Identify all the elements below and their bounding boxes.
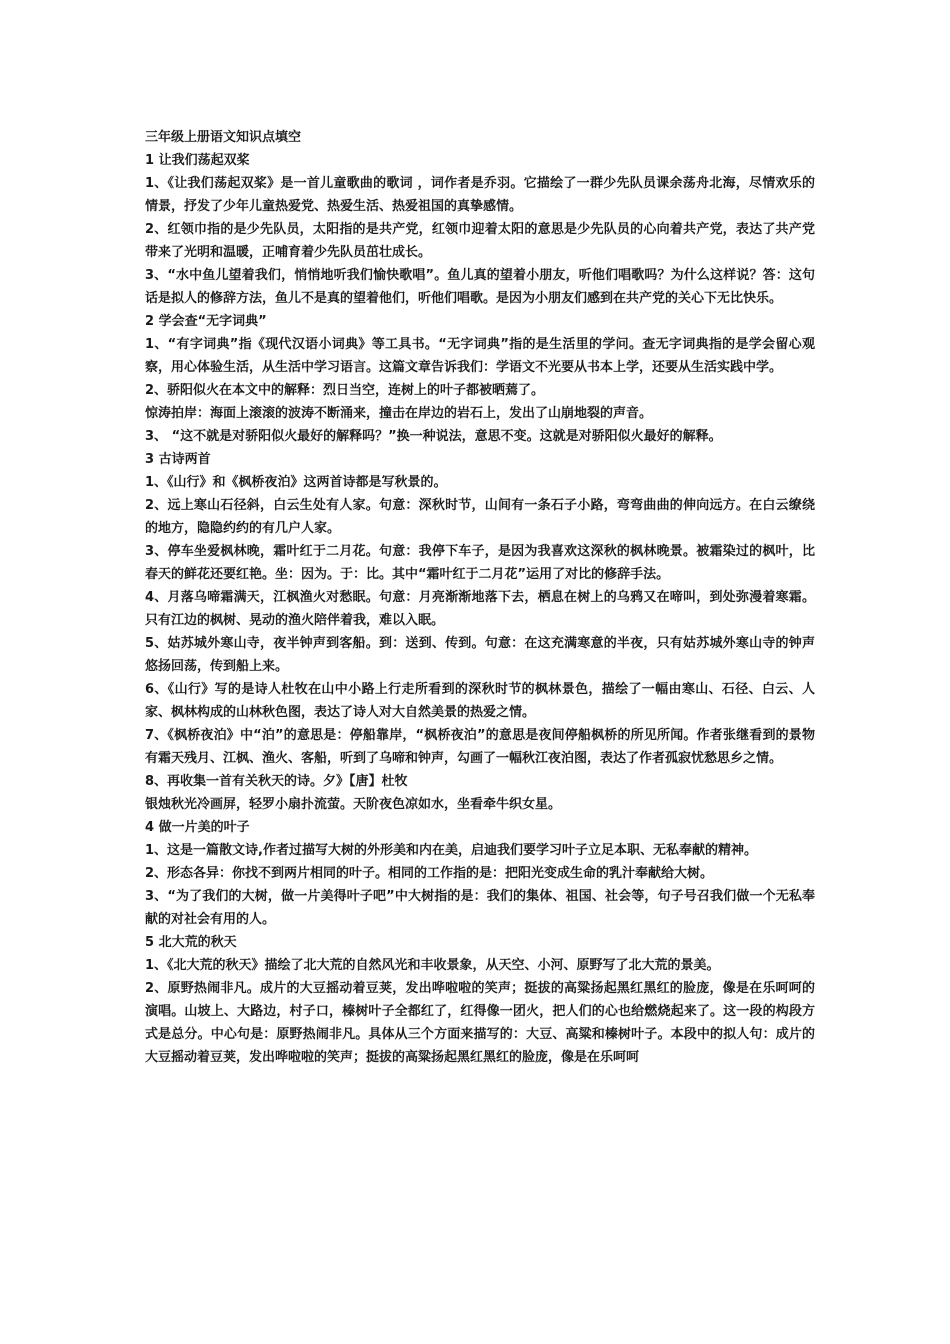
paragraph: 7、《枫桥夜泊》中“泊”的意思是：停船靠岸，“枫桥夜泊”的意思是夜间停船枫桥的所见所闻。作者张继看到的景物有霜天残月、江枫、渔火、客船，听到了乌啼和钟声，勾画了一幅秋江夜泊图，表达了作者孤寂忧愁思乡之情。: [145, 728, 815, 766]
section-heading-5: 5 北大荒的秋天: [145, 935, 237, 950]
paragraph: 2、原野热闹非凡。成片的大豆摇动着豆荚，发出哗啦啦的笑声；挺拔的高粱扬起黑红黑红的脸庞，像是在乐呵呵的演唱。山坡上、大路边，村子口，榛树叶子全都红了，红得像一团火，把人们的心也给燃烧起来了。这一段的构段方式是总分。中心句是：原野热闹非凡。具体从三个方面来描写的：大豆、高粱和榛树叶子。本段中的拟人句：成片的大豆摇动着豆荚，发出哗啦啦的笑声；挺拔的高粱扬起黑红黑红的脸庞，像是在乐呵呵: [145, 981, 815, 1065]
paragraph: 2、形态各异：你找不到两片相同的叶子。相同的工作指的是：把阳光变成生命的乳汁奉献给大树。: [145, 866, 714, 881]
paragraph: 2、骄阳似火在本文中的解释：烈日当空，连树上的叶子都被晒蔫了。: [145, 383, 545, 398]
section-heading-3: 3 古诗两首: [145, 452, 211, 467]
paragraph: 5、姑苏城外寒山寺，夜半钟声到客船。到：送到、传到。句意：在这充满寒意的半夜，只有姑苏城外寒山寺的钟声悠扬回荡，传到船上来。: [145, 636, 815, 674]
paragraph: 6、《山行》写的是诗人杜牧在山中小路上行走所看到的深秋时节的枫林景色，描绘了一幅由寒山、石径、白云、人家、枫林构成的山林秋色图，表达了诗人对大自然美景的热爱之情。: [145, 682, 815, 720]
paragraph: 惊涛拍岸：海面上滚滚的波涛不断涌来，撞击在岸边的岩石上，发出了山崩地裂的声音。: [145, 406, 653, 421]
paragraph: 4、月落乌啼霜满天，江枫渔火对愁眠。句意：月亮渐渐地落下去，栖息在树上的乌鸦又在啼叫，到处弥漫着寒霜。只有江边的枫树、晃动的渔火陪伴着我，难以入眠。: [145, 590, 815, 628]
section-heading-4: 4 做一片美的叶子: [145, 820, 250, 835]
paragraph: 3、 “这不就是对骄阳似火最好的解释吗？”换一种说法，意思不变。这就是对骄阳似火最好的解释。: [145, 429, 722, 444]
paragraph: 3、“为了我们的大树，做一片美得叶子吧”中大树指的是：我们的集体、祖国、社会等，句子号召我们做一个无私奉献的对社会有用的人。: [145, 889, 815, 927]
paragraph: 2、红领巾指的是少先队员，太阳指的是共产党，红领巾迎着太阳的意思是少先队员的心向着共产党，表达了共产党带来了光明和温暖，正哺育着少先队员茁壮成长。: [145, 222, 815, 260]
paragraph: 1、“有字词典”指《现代汉语小词典》等工具书。“无字词典”指的是生活里的学问。查无字词典指的是学会留心观察，用心体验生活，从生活中学习语言。这篇文章告诉我们：学语文不光要从书本上学，还要从生活实践中学。: [145, 337, 815, 375]
paragraph: 1、《让我们荡起双桨》是一首儿童歌曲的歌词 ，词作者是乔羽。它描绘了一群少先队员课余荡舟北海，尽情欢乐的情景，抒发了少年儿童热爱党、热爱生活、热爱祖国的真挚感情。: [145, 176, 815, 214]
paragraph: 1、《北大荒的秋天》描绘了北大荒的自然风光和丰收景象，从天空、小河、原野写了北大荒的景美。: [145, 958, 720, 973]
paragraph: 2、远上寒山石径斜，白云生处有人家。句意：深秋时节，山间有一条石子小路，弯弯曲曲的伸向远方。在白云缭绕的地方，隐隐约约的有几户人家。: [145, 498, 815, 536]
paragraph: 1、《山行》和《枫桥夜泊》这两首诗都是写秋景的。: [145, 475, 447, 490]
poem-line: 银烛秋光冷画屏，轻罗小扇扑流萤。天阶夜色凉如水，坐看牵牛织女星。: [145, 797, 562, 812]
paragraph: 1、这是一篇散文诗,作者过描写大树的外形美和内在美，启迪我们要学习叶子立足本职、无私奉献的精神。: [145, 843, 757, 858]
paragraph: 3、停车坐爱枫林晚，霜叶红于二月花。句意：我停下车子，是因为我喜欢这深秋的枫林晚景。被霜染过的枫叶，比春天的鲜花还要红艳。坐：因为。于：比。其中“霜叶红于二月花”运用了对比的修辞手法。: [145, 544, 815, 582]
section-heading-1: 1 让我们荡起双桨: [145, 153, 250, 168]
section-heading-2: 2 学会查“无字词典”: [145, 314, 267, 329]
document-page: [145, 126, 815, 1069]
document-title: 三年级上册语文知识点填空: [145, 130, 302, 145]
paragraph: 8、再收集一首有关秋天的诗。夕》【唐】杜牧: [145, 774, 408, 789]
paragraph: 3、“水中鱼儿望着我们，悄悄地听我们愉快歌唱”。鱼儿真的望着小朋友，听他们唱歌吗？为什么这样说？答：这句话是拟人的修辞方法，鱼儿不是真的望着他们，听他们唱歌。是因为小朋友们感到在共产党的关心下无比快乐。: [145, 268, 815, 306]
